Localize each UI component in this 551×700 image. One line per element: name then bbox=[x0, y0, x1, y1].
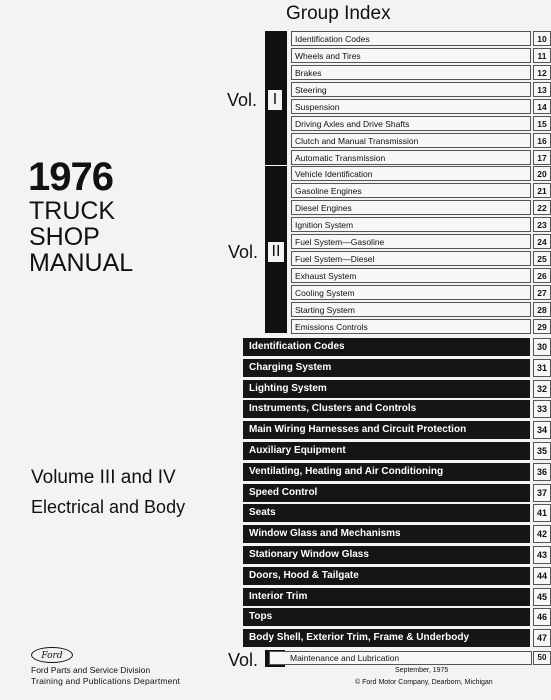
list-item-label: Window Glass and Mechanisms bbox=[243, 525, 530, 543]
list-item-label: Fuel System—Gasoline bbox=[291, 234, 531, 249]
list-item bbox=[287, 268, 551, 285]
list-item-number: 21 bbox=[533, 183, 551, 198]
list-item-label: Identification Codes bbox=[291, 31, 531, 46]
list-item-number: 11 bbox=[533, 48, 551, 63]
list-item-number: 35 bbox=[533, 442, 551, 460]
vol1-label: Vol. bbox=[227, 90, 258, 110]
list-item bbox=[287, 285, 551, 302]
list-item bbox=[243, 441, 551, 462]
list-item bbox=[287, 99, 551, 116]
list-item-number: 47 bbox=[533, 629, 551, 647]
list-item-number: 32 bbox=[533, 380, 551, 398]
list-item-label: Emissions Controls bbox=[291, 319, 531, 334]
list-item-number: 43 bbox=[533, 546, 551, 564]
list-item-number: 34 bbox=[533, 421, 551, 439]
list-item bbox=[287, 166, 551, 183]
list-item-label: Auxiliary Equipment bbox=[243, 442, 530, 460]
list-item-label: Ignition System bbox=[291, 217, 531, 232]
list-item-label: Clutch and Manual Transmission bbox=[291, 133, 531, 148]
list-item-number: 26 bbox=[533, 268, 551, 283]
list-item bbox=[243, 524, 551, 545]
list-item-number: 29 bbox=[533, 319, 551, 334]
list-item bbox=[287, 48, 551, 65]
list-item bbox=[243, 483, 551, 504]
list-item-label: Ventilating, Heating and Air Conditioning bbox=[243, 463, 530, 481]
list-item-number: 10 bbox=[533, 31, 551, 46]
list-item-label: Lighting System bbox=[243, 380, 530, 398]
list-item bbox=[243, 545, 551, 566]
list-item bbox=[243, 462, 551, 483]
volume-topic: Electrical and Body bbox=[31, 497, 186, 517]
list-item-label: Main Wiring Harnesses and Circuit Protection bbox=[243, 421, 530, 439]
list-item-number: 37 bbox=[533, 484, 551, 502]
list-item bbox=[243, 358, 551, 379]
list-item bbox=[287, 31, 551, 48]
list-item-label: Driving Axles and Drive Shafts bbox=[291, 116, 531, 131]
list-item-label: Vehicle Identification bbox=[291, 166, 531, 181]
list-item-label: Body Shell, Exterior Trim, Frame & Underbody bbox=[243, 629, 530, 647]
cover-title-line: TRUCK bbox=[29, 197, 116, 225]
list-item-number: 13 bbox=[533, 82, 551, 97]
list-item-number: 28 bbox=[533, 302, 551, 317]
list-item-number: 14 bbox=[533, 99, 551, 114]
vol1-numeral: I bbox=[268, 90, 282, 110]
list-item-number: 16 bbox=[533, 133, 551, 148]
list-item bbox=[287, 116, 551, 133]
list-item-number: 41 bbox=[533, 504, 551, 522]
list-item bbox=[287, 217, 551, 234]
list-item bbox=[287, 150, 551, 167]
vol5-label: Vol. bbox=[228, 650, 259, 670]
list-item-label: Interior Trim bbox=[243, 588, 530, 606]
publication-date: September, 1975 bbox=[395, 667, 449, 674]
copyright-notice: © Ford Motor Company, Dearborn, Michigan bbox=[355, 679, 493, 686]
volume-subtitle: Volume III and IV bbox=[31, 467, 176, 488]
list-item-label: Instruments, Clusters and Controls bbox=[243, 400, 530, 418]
list-item-label: Speed Control bbox=[243, 484, 530, 502]
list-item-label: Gasoline Engines bbox=[291, 183, 531, 198]
list-item bbox=[243, 379, 551, 400]
cover-year: 1976 bbox=[28, 155, 113, 199]
list-item-label: Seats bbox=[243, 504, 530, 522]
list-item-label: Wheels and Tires bbox=[291, 48, 531, 63]
list-item-number: 30 bbox=[533, 338, 551, 356]
list-item-number: 31 bbox=[533, 359, 551, 377]
list-item-number: 17 bbox=[533, 150, 551, 165]
list-item bbox=[287, 65, 551, 82]
vol1-list bbox=[287, 31, 551, 167]
list-item-number: 33 bbox=[533, 400, 551, 418]
list-item bbox=[287, 183, 551, 200]
list-item-label: Starting System bbox=[291, 302, 531, 317]
list-item-label: Maintenance and Lubrication bbox=[269, 651, 532, 665]
list-item-number: 36 bbox=[533, 463, 551, 481]
list-item bbox=[243, 420, 551, 441]
vol2-label: Vol. bbox=[228, 242, 259, 262]
list-item-label: Diesel Engines bbox=[291, 200, 531, 215]
list-item-number: 42 bbox=[533, 525, 551, 543]
group-index-title: Group Index bbox=[286, 3, 391, 24]
list-item-label: Doors, Hood & Tailgate bbox=[243, 567, 530, 585]
list-item-label: Charging System bbox=[243, 359, 530, 377]
list-item-number: 44 bbox=[533, 567, 551, 585]
cover-title-line: MANUAL bbox=[29, 249, 134, 277]
list-item bbox=[287, 133, 551, 150]
list-item-label: Steering bbox=[291, 82, 531, 97]
vol34-list bbox=[243, 337, 551, 649]
list-item bbox=[243, 399, 551, 420]
vol2-numeral: II bbox=[268, 242, 284, 262]
list-item-label: Stationary Window Glass bbox=[243, 546, 530, 564]
list-item-label: Brakes bbox=[291, 65, 531, 80]
list-item-label: Automatic Transmission bbox=[291, 150, 531, 165]
list-item bbox=[287, 234, 551, 251]
list-item bbox=[243, 337, 551, 358]
cover-title bbox=[29, 198, 133, 276]
list-item bbox=[287, 82, 551, 99]
list-item bbox=[243, 566, 551, 587]
list-item-number: 22 bbox=[533, 200, 551, 215]
list-item-label: Fuel System—Diesel bbox=[291, 251, 531, 266]
list-item bbox=[243, 587, 551, 608]
list-item bbox=[287, 200, 551, 217]
list-item-number: 45 bbox=[533, 588, 551, 606]
list-item bbox=[287, 319, 551, 336]
list-item-label: Suspension bbox=[291, 99, 531, 114]
list-item-number: 27 bbox=[533, 285, 551, 300]
list-item-label: Cooling System bbox=[291, 285, 531, 300]
list-item-number: 12 bbox=[533, 65, 551, 80]
list-item bbox=[243, 607, 551, 628]
list-item-label: Tops bbox=[243, 608, 530, 626]
list-item-number: 15 bbox=[533, 116, 551, 131]
list-item-label: Identification Codes bbox=[243, 338, 530, 356]
list-item bbox=[287, 251, 551, 268]
list-item bbox=[287, 302, 551, 319]
list-item-number: 24 bbox=[533, 234, 551, 249]
list-item bbox=[243, 503, 551, 524]
cover-title-line: SHOP bbox=[29, 223, 100, 251]
list-item bbox=[243, 628, 551, 649]
list-item-number: 50 bbox=[533, 651, 551, 665]
list-item-number: 25 bbox=[533, 251, 551, 266]
publisher-department: Training and Publications Department bbox=[31, 676, 181, 686]
list-item-number: 23 bbox=[533, 217, 551, 232]
ford-logo: Ford bbox=[31, 647, 73, 663]
list-item-label: Exhaust System bbox=[291, 268, 531, 283]
list-item-number: 46 bbox=[533, 608, 551, 626]
publisher-division: Ford Parts and Service Division bbox=[31, 665, 151, 675]
list-item-number: 20 bbox=[533, 166, 551, 181]
vol2-list bbox=[287, 166, 551, 336]
